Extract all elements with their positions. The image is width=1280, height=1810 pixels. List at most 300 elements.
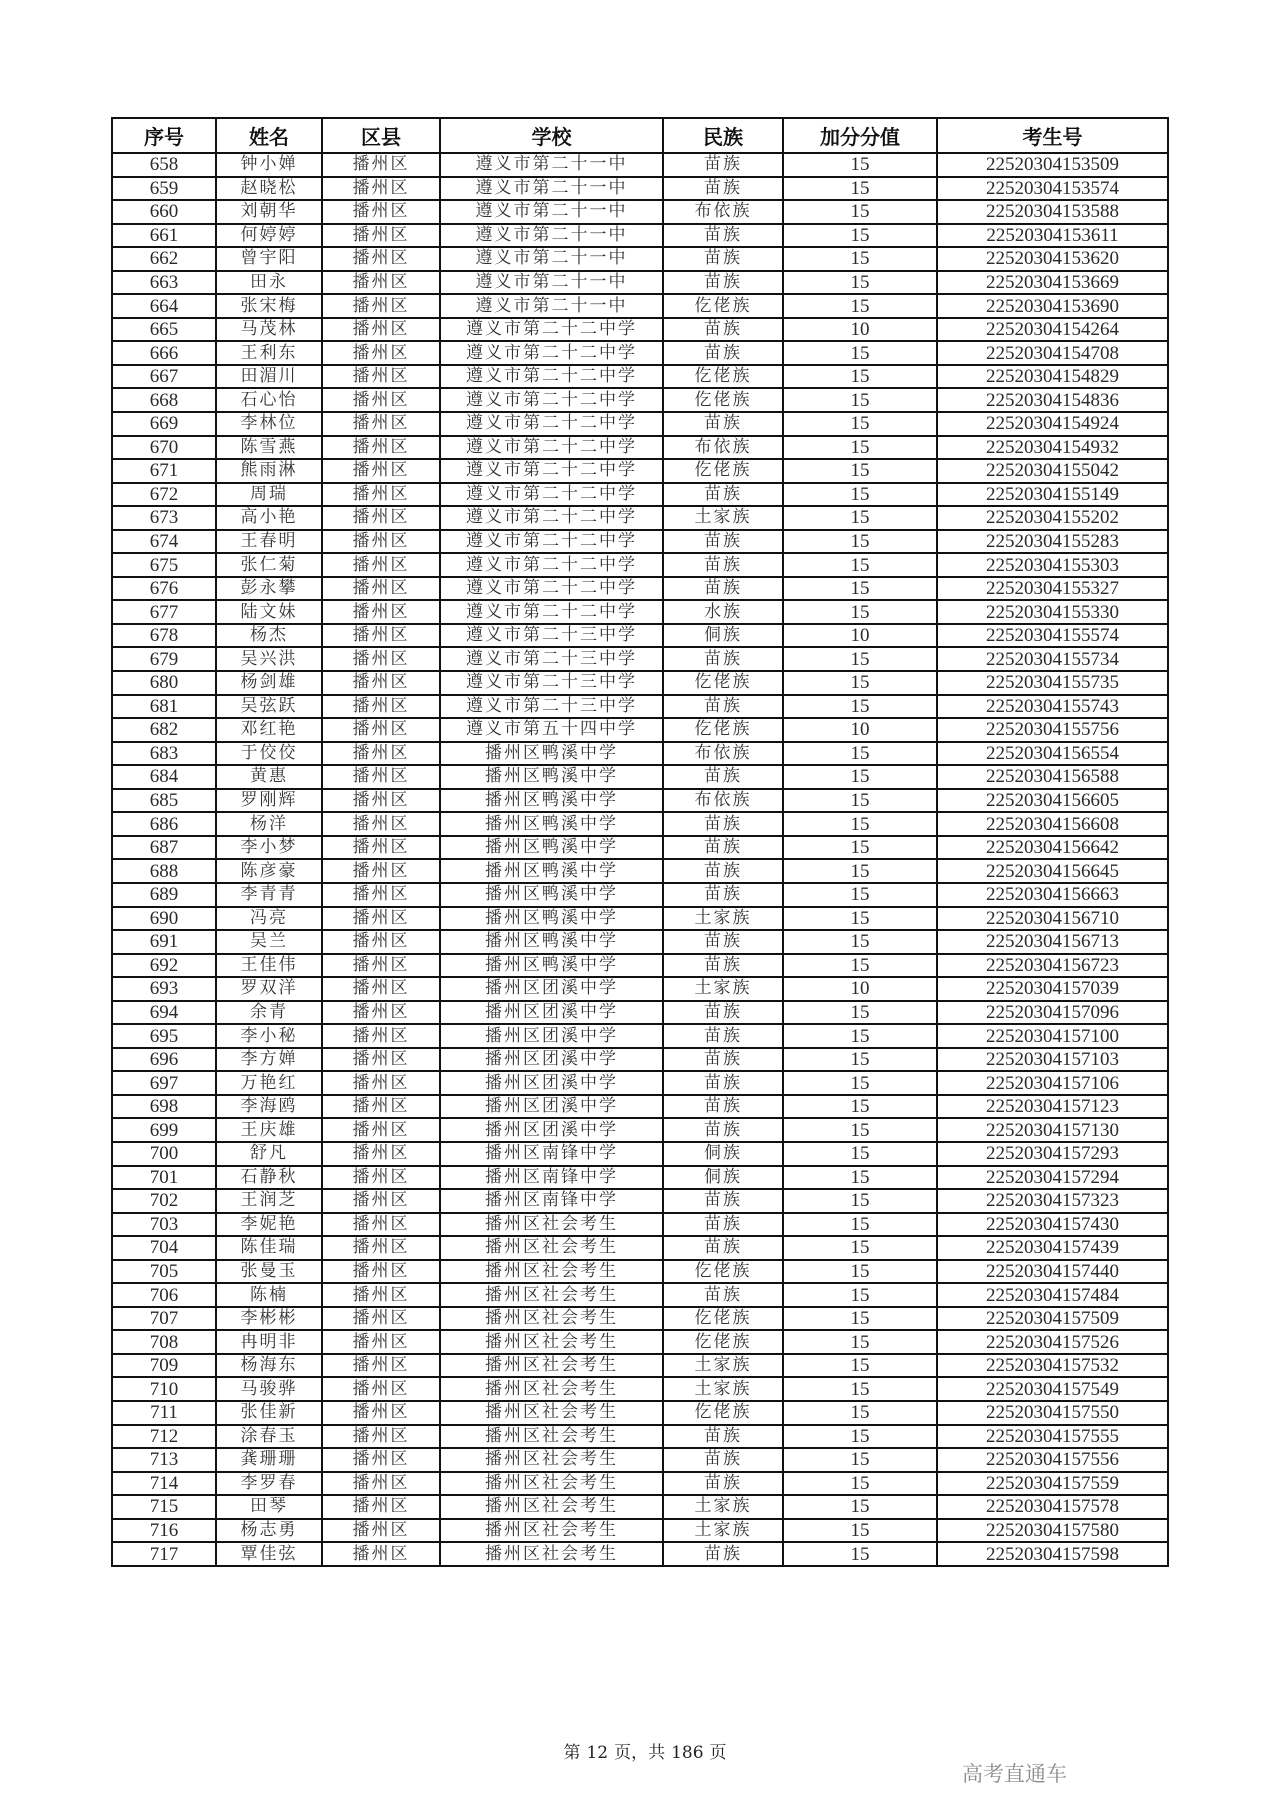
cell-school: 遵义市第二十二中学	[440, 436, 663, 460]
cell-ethnicity: 土家族	[663, 1519, 783, 1543]
table-row	[112, 1425, 1168, 1449]
cell-exam-id: 22520304157532	[937, 1354, 1168, 1378]
table-row	[112, 671, 1168, 695]
cell-serial: 708	[112, 1330, 216, 1354]
cell-district: 播州区	[322, 1495, 440, 1519]
cell-serial: 658	[112, 153, 216, 177]
cell-district: 播州区	[322, 1024, 440, 1048]
cell-name: 张曼玉	[216, 1260, 322, 1284]
cell-exam-id: 22520304157430	[937, 1213, 1168, 1237]
cell-district: 播州区	[322, 624, 440, 648]
cell-exam-id: 22520304157323	[937, 1189, 1168, 1213]
cell-serial: 674	[112, 530, 216, 554]
table-body	[112, 153, 1168, 1566]
table-row	[112, 883, 1168, 907]
cell-exam-id: 22520304155042	[937, 459, 1168, 483]
cell-bonus: 15	[783, 1354, 937, 1378]
cell-school: 播州区鸭溪中学	[440, 742, 663, 766]
cell-exam-id: 22520304156645	[937, 859, 1168, 883]
cell-bonus: 15	[783, 859, 937, 883]
cell-school: 播州区社会考生	[440, 1213, 663, 1237]
cell-ethnicity: 苗族	[663, 1542, 783, 1566]
table-row	[112, 506, 1168, 530]
footer-suffix: 页	[709, 1743, 727, 1763]
cell-school: 遵义市第二十一中	[440, 177, 663, 201]
cell-bonus: 15	[783, 553, 937, 577]
cell-bonus: 15	[783, 341, 937, 365]
watermark: 高考直通车	[962, 1762, 1067, 1786]
bonus-list-table	[111, 117, 1169, 1567]
cell-serial: 695	[112, 1024, 216, 1048]
cell-district: 播州区	[322, 1519, 440, 1543]
cell-school: 播州区鸭溪中学	[440, 907, 663, 931]
cell-name: 罗刚辉	[216, 789, 322, 813]
cell-school: 遵义市第二十二中学	[440, 365, 663, 389]
cell-serial: 699	[112, 1118, 216, 1142]
cell-district: 播州区	[322, 506, 440, 530]
score-bonus-table-container	[111, 117, 1167, 1567]
table-row	[112, 742, 1168, 766]
cell-school: 播州区社会考生	[440, 1260, 663, 1284]
cell-ethnicity: 仡佬族	[663, 388, 783, 412]
cell-school: 播州区团溪中学	[440, 977, 663, 1001]
cell-bonus: 15	[783, 1377, 937, 1401]
cell-name: 李海鸥	[216, 1095, 322, 1119]
cell-serial: 668	[112, 388, 216, 412]
cell-bonus: 15	[783, 647, 937, 671]
cell-exam-id: 22520304157100	[937, 1024, 1168, 1048]
cell-district: 播州区	[322, 365, 440, 389]
cell-exam-id: 22520304153669	[937, 271, 1168, 295]
cell-serial: 670	[112, 436, 216, 460]
cell-exam-id: 22520304156554	[937, 742, 1168, 766]
cell-district: 播州区	[322, 907, 440, 931]
cell-district: 播州区	[322, 1542, 440, 1566]
cell-exam-id: 22520304155283	[937, 530, 1168, 554]
cell-ethnicity: 苗族	[663, 695, 783, 719]
cell-name: 高小艳	[216, 506, 322, 530]
cell-name: 张宋梅	[216, 294, 322, 318]
table-header-row	[112, 118, 1168, 153]
cell-ethnicity: 土家族	[663, 1495, 783, 1519]
cell-district: 播州区	[322, 294, 440, 318]
cell-exam-id: 22520304157439	[937, 1236, 1168, 1260]
cell-ethnicity: 布依族	[663, 789, 783, 813]
table-row	[112, 836, 1168, 860]
cell-ethnicity: 布依族	[663, 200, 783, 224]
cell-exam-id: 22520304154924	[937, 412, 1168, 436]
cell-bonus: 15	[783, 883, 937, 907]
cell-name: 邓红艳	[216, 718, 322, 742]
cell-bonus: 15	[783, 1095, 937, 1119]
cell-district: 播州区	[322, 553, 440, 577]
cell-ethnicity: 苗族	[663, 1095, 783, 1119]
cell-exam-id: 22520304157526	[937, 1330, 1168, 1354]
cell-bonus: 15	[783, 1283, 937, 1307]
cell-ethnicity: 侗族	[663, 1166, 783, 1190]
cell-ethnicity: 苗族	[663, 247, 783, 271]
cell-district: 播州区	[322, 577, 440, 601]
table-row	[112, 247, 1168, 271]
cell-bonus: 10	[783, 318, 937, 342]
cell-name: 王庆雄	[216, 1118, 322, 1142]
table-row	[112, 1283, 1168, 1307]
cell-ethnicity: 苗族	[663, 412, 783, 436]
cell-name: 刘朝华	[216, 200, 322, 224]
cell-ethnicity: 苗族	[663, 224, 783, 248]
table-row	[112, 1024, 1168, 1048]
cell-bonus: 15	[783, 954, 937, 978]
cell-ethnicity: 苗族	[663, 1118, 783, 1142]
table-row	[112, 1472, 1168, 1496]
cell-district: 播州区	[322, 483, 440, 507]
cell-exam-id: 22520304156663	[937, 883, 1168, 907]
cell-district: 播州区	[322, 1330, 440, 1354]
table-row	[112, 1448, 1168, 1472]
cell-bonus: 15	[783, 1142, 937, 1166]
cell-serial: 664	[112, 294, 216, 318]
cell-school: 遵义市第二十二中学	[440, 553, 663, 577]
cell-serial: 684	[112, 765, 216, 789]
cell-serial: 679	[112, 647, 216, 671]
cell-exam-id: 22520304154264	[937, 318, 1168, 342]
cell-school: 播州区南锋中学	[440, 1189, 663, 1213]
table-row	[112, 1377, 1168, 1401]
cell-school: 遵义市第二十一中	[440, 200, 663, 224]
cell-ethnicity: 仡佬族	[663, 671, 783, 695]
cell-name: 马骏骅	[216, 1377, 322, 1401]
cell-ethnicity: 土家族	[663, 907, 783, 931]
cell-name: 杨志勇	[216, 1519, 322, 1543]
cell-bonus: 15	[783, 365, 937, 389]
cell-serial: 680	[112, 671, 216, 695]
cell-name: 舒凡	[216, 1142, 322, 1166]
cell-district: 播州区	[322, 1283, 440, 1307]
cell-exam-id: 22520304157103	[937, 1048, 1168, 1072]
cell-serial: 706	[112, 1283, 216, 1307]
cell-school: 播州区社会考生	[440, 1448, 663, 1472]
table-row	[112, 577, 1168, 601]
table-row	[112, 647, 1168, 671]
cell-name: 冉明非	[216, 1330, 322, 1354]
table-row	[112, 695, 1168, 719]
cell-bonus: 15	[783, 1519, 937, 1543]
cell-exam-id: 22520304157039	[937, 977, 1168, 1001]
cell-bonus: 15	[783, 224, 937, 248]
table-row	[112, 1189, 1168, 1213]
cell-school: 播州区社会考生	[440, 1425, 663, 1449]
cell-serial: 661	[112, 224, 216, 248]
cell-district: 播州区	[322, 812, 440, 836]
cell-serial: 702	[112, 1189, 216, 1213]
cell-serial: 686	[112, 812, 216, 836]
cell-exam-id: 22520304157578	[937, 1495, 1168, 1519]
table-row	[112, 436, 1168, 460]
cell-ethnicity: 苗族	[663, 271, 783, 295]
cell-serial: 681	[112, 695, 216, 719]
table-row	[112, 1001, 1168, 1025]
cell-exam-id: 22520304154829	[937, 365, 1168, 389]
cell-bonus: 15	[783, 1260, 937, 1284]
cell-serial: 715	[112, 1495, 216, 1519]
cell-name: 于佼佼	[216, 742, 322, 766]
cell-ethnicity: 土家族	[663, 1354, 783, 1378]
cell-name: 万艳红	[216, 1071, 322, 1095]
cell-exam-id: 22520304156608	[937, 812, 1168, 836]
cell-district: 播州区	[322, 1307, 440, 1331]
cell-school: 播州区社会考生	[440, 1377, 663, 1401]
cell-name: 陆文妹	[216, 600, 322, 624]
cell-exam-id: 22520304154708	[937, 341, 1168, 365]
table-row	[112, 600, 1168, 624]
cell-exam-id: 22520304155303	[937, 553, 1168, 577]
cell-district: 播州区	[322, 930, 440, 954]
cell-exam-id: 22520304155330	[937, 600, 1168, 624]
cell-ethnicity: 水族	[663, 600, 783, 624]
cell-exam-id: 22520304154836	[937, 388, 1168, 412]
cell-name: 曾宇阳	[216, 247, 322, 271]
table-row	[112, 294, 1168, 318]
cell-ethnicity: 苗族	[663, 930, 783, 954]
cell-serial: 667	[112, 365, 216, 389]
cell-district: 播州区	[322, 1472, 440, 1496]
cell-school: 播州区团溪中学	[440, 1095, 663, 1119]
cell-name: 田琴	[216, 1495, 322, 1519]
cell-ethnicity: 苗族	[663, 153, 783, 177]
footer-total-pages: 186	[671, 1743, 704, 1763]
cell-ethnicity: 土家族	[663, 506, 783, 530]
table-row	[112, 789, 1168, 813]
cell-district: 播州区	[322, 1001, 440, 1025]
table-row	[112, 200, 1168, 224]
cell-serial: 689	[112, 883, 216, 907]
cell-school: 遵义市第二十三中学	[440, 695, 663, 719]
cell-serial: 709	[112, 1354, 216, 1378]
cell-ethnicity: 苗族	[663, 1213, 783, 1237]
cell-exam-id: 22520304153509	[937, 153, 1168, 177]
cell-serial: 673	[112, 506, 216, 530]
cell-district: 播州区	[322, 412, 440, 436]
cell-exam-id: 22520304153588	[937, 200, 1168, 224]
cell-serial: 698	[112, 1095, 216, 1119]
cell-name: 马茂林	[216, 318, 322, 342]
cell-ethnicity: 苗族	[663, 1189, 783, 1213]
cell-district: 播州区	[322, 1071, 440, 1095]
cell-serial: 694	[112, 1001, 216, 1025]
cell-exam-id: 22520304153690	[937, 294, 1168, 318]
cell-name: 杨杰	[216, 624, 322, 648]
cell-name: 李方婵	[216, 1048, 322, 1072]
cell-name: 张佳新	[216, 1401, 322, 1425]
cell-ethnicity: 仡佬族	[663, 294, 783, 318]
cell-district: 播州区	[322, 1236, 440, 1260]
cell-school: 播州区鸭溪中学	[440, 789, 663, 813]
cell-ethnicity: 苗族	[663, 577, 783, 601]
cell-name: 熊雨淋	[216, 459, 322, 483]
cell-district: 播州区	[322, 436, 440, 460]
cell-name: 陈佳瑞	[216, 1236, 322, 1260]
cell-name: 田永	[216, 271, 322, 295]
table-row	[112, 977, 1168, 1001]
table-row	[112, 1236, 1168, 1260]
cell-serial: 666	[112, 341, 216, 365]
cell-ethnicity: 苗族	[663, 1024, 783, 1048]
cell-bonus: 15	[783, 388, 937, 412]
cell-district: 播州区	[322, 177, 440, 201]
table-row	[112, 930, 1168, 954]
cell-bonus: 15	[783, 577, 937, 601]
cell-name: 钟小婵	[216, 153, 322, 177]
cell-school: 播州区鸭溪中学	[440, 954, 663, 978]
cell-serial: 705	[112, 1260, 216, 1284]
cell-serial: 675	[112, 553, 216, 577]
table-row	[112, 388, 1168, 412]
cell-ethnicity: 苗族	[663, 1472, 783, 1496]
cell-school: 播州区鸭溪中学	[440, 836, 663, 860]
cell-exam-id: 22520304157106	[937, 1071, 1168, 1095]
cell-school: 播州区南锋中学	[440, 1166, 663, 1190]
cell-serial: 688	[112, 859, 216, 883]
cell-district: 播州区	[322, 765, 440, 789]
cell-serial: 672	[112, 483, 216, 507]
cell-district: 播州区	[322, 1048, 440, 1072]
header-ethnicity: 民族	[663, 118, 783, 153]
cell-serial: 665	[112, 318, 216, 342]
cell-serial: 660	[112, 200, 216, 224]
cell-name: 王佳伟	[216, 954, 322, 978]
cell-serial: 682	[112, 718, 216, 742]
cell-school: 遵义市第二十二中学	[440, 318, 663, 342]
cell-name: 余青	[216, 1001, 322, 1025]
cell-district: 播州区	[322, 1166, 440, 1190]
cell-bonus: 15	[783, 1330, 937, 1354]
cell-school: 播州区社会考生	[440, 1307, 663, 1331]
cell-exam-id: 22520304157598	[937, 1542, 1168, 1566]
cell-school: 遵义市第二十二中学	[440, 459, 663, 483]
cell-school: 遵义市第二十一中	[440, 271, 663, 295]
cell-serial: 676	[112, 577, 216, 601]
table-row	[112, 1519, 1168, 1543]
cell-name: 何婷婷	[216, 224, 322, 248]
cell-serial: 678	[112, 624, 216, 648]
table-row	[112, 1401, 1168, 1425]
cell-ethnicity: 苗族	[663, 177, 783, 201]
cell-name: 杨海东	[216, 1354, 322, 1378]
cell-bonus: 15	[783, 1024, 937, 1048]
cell-school: 播州区社会考生	[440, 1401, 663, 1425]
cell-name: 赵晓松	[216, 177, 322, 201]
cell-school: 播州区鸭溪中学	[440, 883, 663, 907]
table-row	[112, 1118, 1168, 1142]
cell-school: 播州区鸭溪中学	[440, 930, 663, 954]
cell-serial: 700	[112, 1142, 216, 1166]
cell-school: 播州区社会考生	[440, 1542, 663, 1566]
cell-name: 吴兴洪	[216, 647, 322, 671]
cell-school: 遵义市第二十一中	[440, 224, 663, 248]
cell-school: 播州区鸭溪中学	[440, 765, 663, 789]
cell-district: 播州区	[322, 1142, 440, 1166]
cell-serial: 659	[112, 177, 216, 201]
cell-ethnicity: 苗族	[663, 1448, 783, 1472]
cell-exam-id: 22520304157096	[937, 1001, 1168, 1025]
cell-exam-id: 22520304155735	[937, 671, 1168, 695]
cell-name: 石静秋	[216, 1166, 322, 1190]
cell-ethnicity: 仡佬族	[663, 1260, 783, 1284]
cell-exam-id: 22520304156588	[937, 765, 1168, 789]
cell-name: 李彬彬	[216, 1307, 322, 1331]
cell-bonus: 15	[783, 930, 937, 954]
cell-school: 播州区社会考生	[440, 1495, 663, 1519]
cell-exam-id: 22520304157440	[937, 1260, 1168, 1284]
cell-exam-id: 22520304156710	[937, 907, 1168, 931]
cell-bonus: 15	[783, 1236, 937, 1260]
cell-school: 播州区社会考生	[440, 1519, 663, 1543]
cell-bonus: 10	[783, 624, 937, 648]
cell-ethnicity: 苗族	[663, 1236, 783, 1260]
cell-school: 播州区社会考生	[440, 1283, 663, 1307]
cell-bonus: 15	[783, 836, 937, 860]
table-row	[112, 177, 1168, 201]
cell-name: 吴兰	[216, 930, 322, 954]
table-row	[112, 624, 1168, 648]
cell-bonus: 15	[783, 412, 937, 436]
cell-name: 李罗春	[216, 1472, 322, 1496]
cell-bonus: 15	[783, 294, 937, 318]
cell-name: 黄惠	[216, 765, 322, 789]
cell-bonus: 15	[783, 812, 937, 836]
cell-bonus: 15	[783, 1401, 937, 1425]
table-row	[112, 224, 1168, 248]
cell-exam-id: 22520304157130	[937, 1118, 1168, 1142]
cell-serial: 691	[112, 930, 216, 954]
cell-school: 遵义市第二十二中学	[440, 600, 663, 624]
cell-district: 播州区	[322, 224, 440, 248]
cell-ethnicity: 仡佬族	[663, 1401, 783, 1425]
cell-serial: 683	[112, 742, 216, 766]
cell-serial: 677	[112, 600, 216, 624]
table-row	[112, 1495, 1168, 1519]
cell-district: 播州区	[322, 388, 440, 412]
cell-ethnicity: 仡佬族	[663, 365, 783, 389]
cell-name: 杨洋	[216, 812, 322, 836]
header-exam-id: 考生号	[937, 118, 1168, 153]
cell-name: 彭永攀	[216, 577, 322, 601]
cell-school: 播州区社会考生	[440, 1354, 663, 1378]
cell-ethnicity: 苗族	[663, 954, 783, 978]
cell-bonus: 15	[783, 247, 937, 271]
cell-serial: 663	[112, 271, 216, 295]
cell-ethnicity: 苗族	[663, 836, 783, 860]
table-row	[112, 530, 1168, 554]
cell-exam-id: 22520304153611	[937, 224, 1168, 248]
cell-ethnicity: 苗族	[663, 553, 783, 577]
table-row	[112, 812, 1168, 836]
cell-exam-id: 22520304156713	[937, 930, 1168, 954]
cell-school: 遵义市第二十二中学	[440, 530, 663, 554]
cell-school: 播州区社会考生	[440, 1330, 663, 1354]
table-row	[112, 553, 1168, 577]
cell-bonus: 15	[783, 695, 937, 719]
cell-district: 播州区	[322, 695, 440, 719]
cell-school: 遵义市第二十二中学	[440, 577, 663, 601]
cell-bonus: 15	[783, 459, 937, 483]
cell-serial: 671	[112, 459, 216, 483]
cell-name: 李小秘	[216, 1024, 322, 1048]
cell-school: 播州区鸭溪中学	[440, 812, 663, 836]
cell-exam-id: 22520304155149	[937, 483, 1168, 507]
header-school: 学校	[440, 118, 663, 153]
cell-serial: 690	[112, 907, 216, 931]
